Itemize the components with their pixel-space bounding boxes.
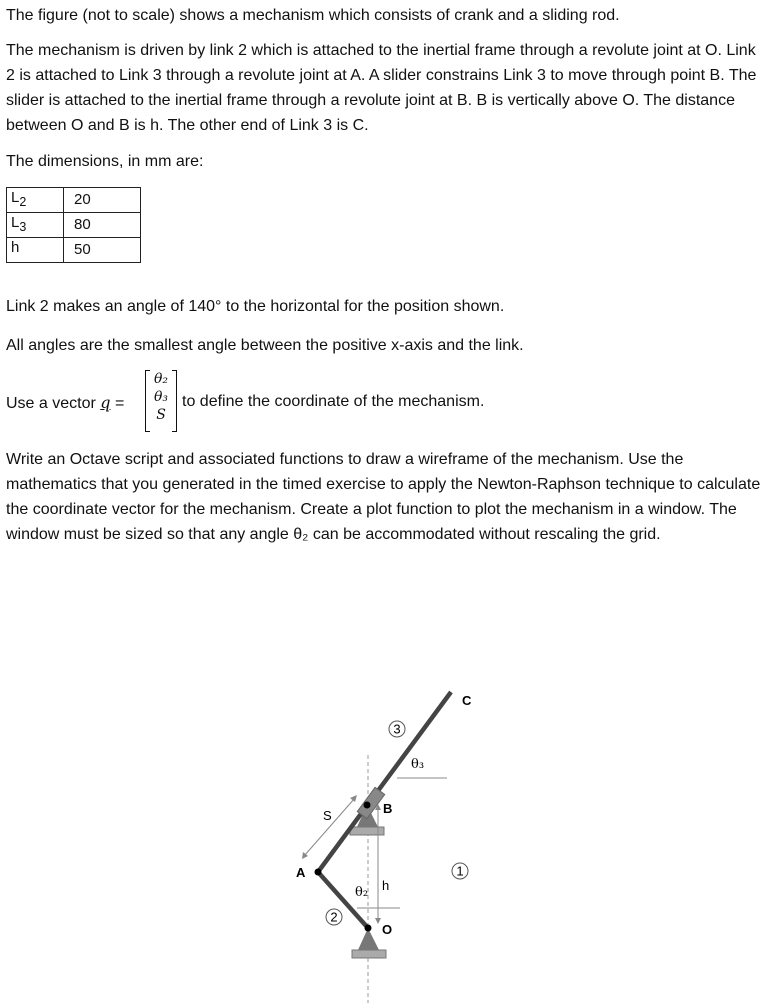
link-3 [318, 692, 451, 872]
matrix-entry: θ₃ [153, 389, 169, 405]
angle-definition: All angles are the smallest angle between the positive x-axis and the link. [6, 337, 524, 354]
dim-key: L [11, 214, 20, 231]
description-text: The mechanism is driven by link 2 which is attached to the inertial frame through a revolute joint at O. Link 2 is attached to Link 3 through a revolute joint at A. A slider constrains Link 3 to move through point B. The slider is attached to the inertial frame through a revolute joint at B. B is vertically above O. The distance between O and B is h. The other end of Link 3 is C. [6, 42, 757, 134]
label-a: A [296, 865, 306, 880]
matrix-entry: S [156, 407, 166, 423]
label-b: B [383, 801, 393, 816]
dim-value: 50 [64, 238, 141, 263]
dim-key-sub: 3 [19, 220, 27, 234]
joint-a [315, 869, 322, 876]
link-1-number: 1 [456, 863, 464, 879]
dim-value: 80 [64, 213, 141, 238]
ground-base-b [350, 827, 384, 835]
link-2-number: 2 [330, 909, 338, 925]
vector-prefix: Use a vector [6, 395, 101, 412]
dim-key: L [11, 189, 20, 206]
label-c: C [462, 693, 472, 708]
dim-value: 20 [64, 188, 141, 213]
task-text: Write an Octave script and associated functions to draw a wireframe of the mechanism. Use the mathematics that you generated in the timed exercise to apply the Newton-Raphson technique to calculate the coordinate vector for the mechanism. Create a plot function to plot the mechanism in a window. The window must be sized so that any angle θ₂ can be accommodated without rescaling the grid. [6, 451, 761, 543]
label-theta2: θ₂ [355, 885, 369, 900]
vector-symbol: q [100, 393, 111, 412]
dim-key-sub: 2 [19, 195, 27, 209]
link-2 [318, 872, 368, 928]
ground-base-o [352, 950, 386, 958]
matrix-entry: θ₂ [153, 371, 169, 387]
link-3-number: 3 [393, 721, 401, 737]
label-h: h [382, 878, 390, 893]
label-o: O [382, 922, 393, 937]
joint-o [365, 925, 372, 932]
vector-suffix: to define the coordinate of the mechanism. [182, 393, 485, 410]
dimensions-heading: The dimensions, in mm are: [6, 153, 204, 170]
intro-text: The figure (not to scale) shows a mechanism which consists of crank and a sliding rod. [6, 7, 620, 24]
s-dimension-arrow [304, 798, 355, 856]
dim-key: h [11, 239, 20, 256]
label-s: S [323, 808, 332, 823]
label-theta3: θ₃ [411, 757, 425, 772]
angle-statement: Link 2 makes an angle of 140° to the horizontal for the position shown. [6, 298, 505, 315]
joint-b [364, 802, 371, 809]
vector-equals: = [110, 395, 125, 412]
